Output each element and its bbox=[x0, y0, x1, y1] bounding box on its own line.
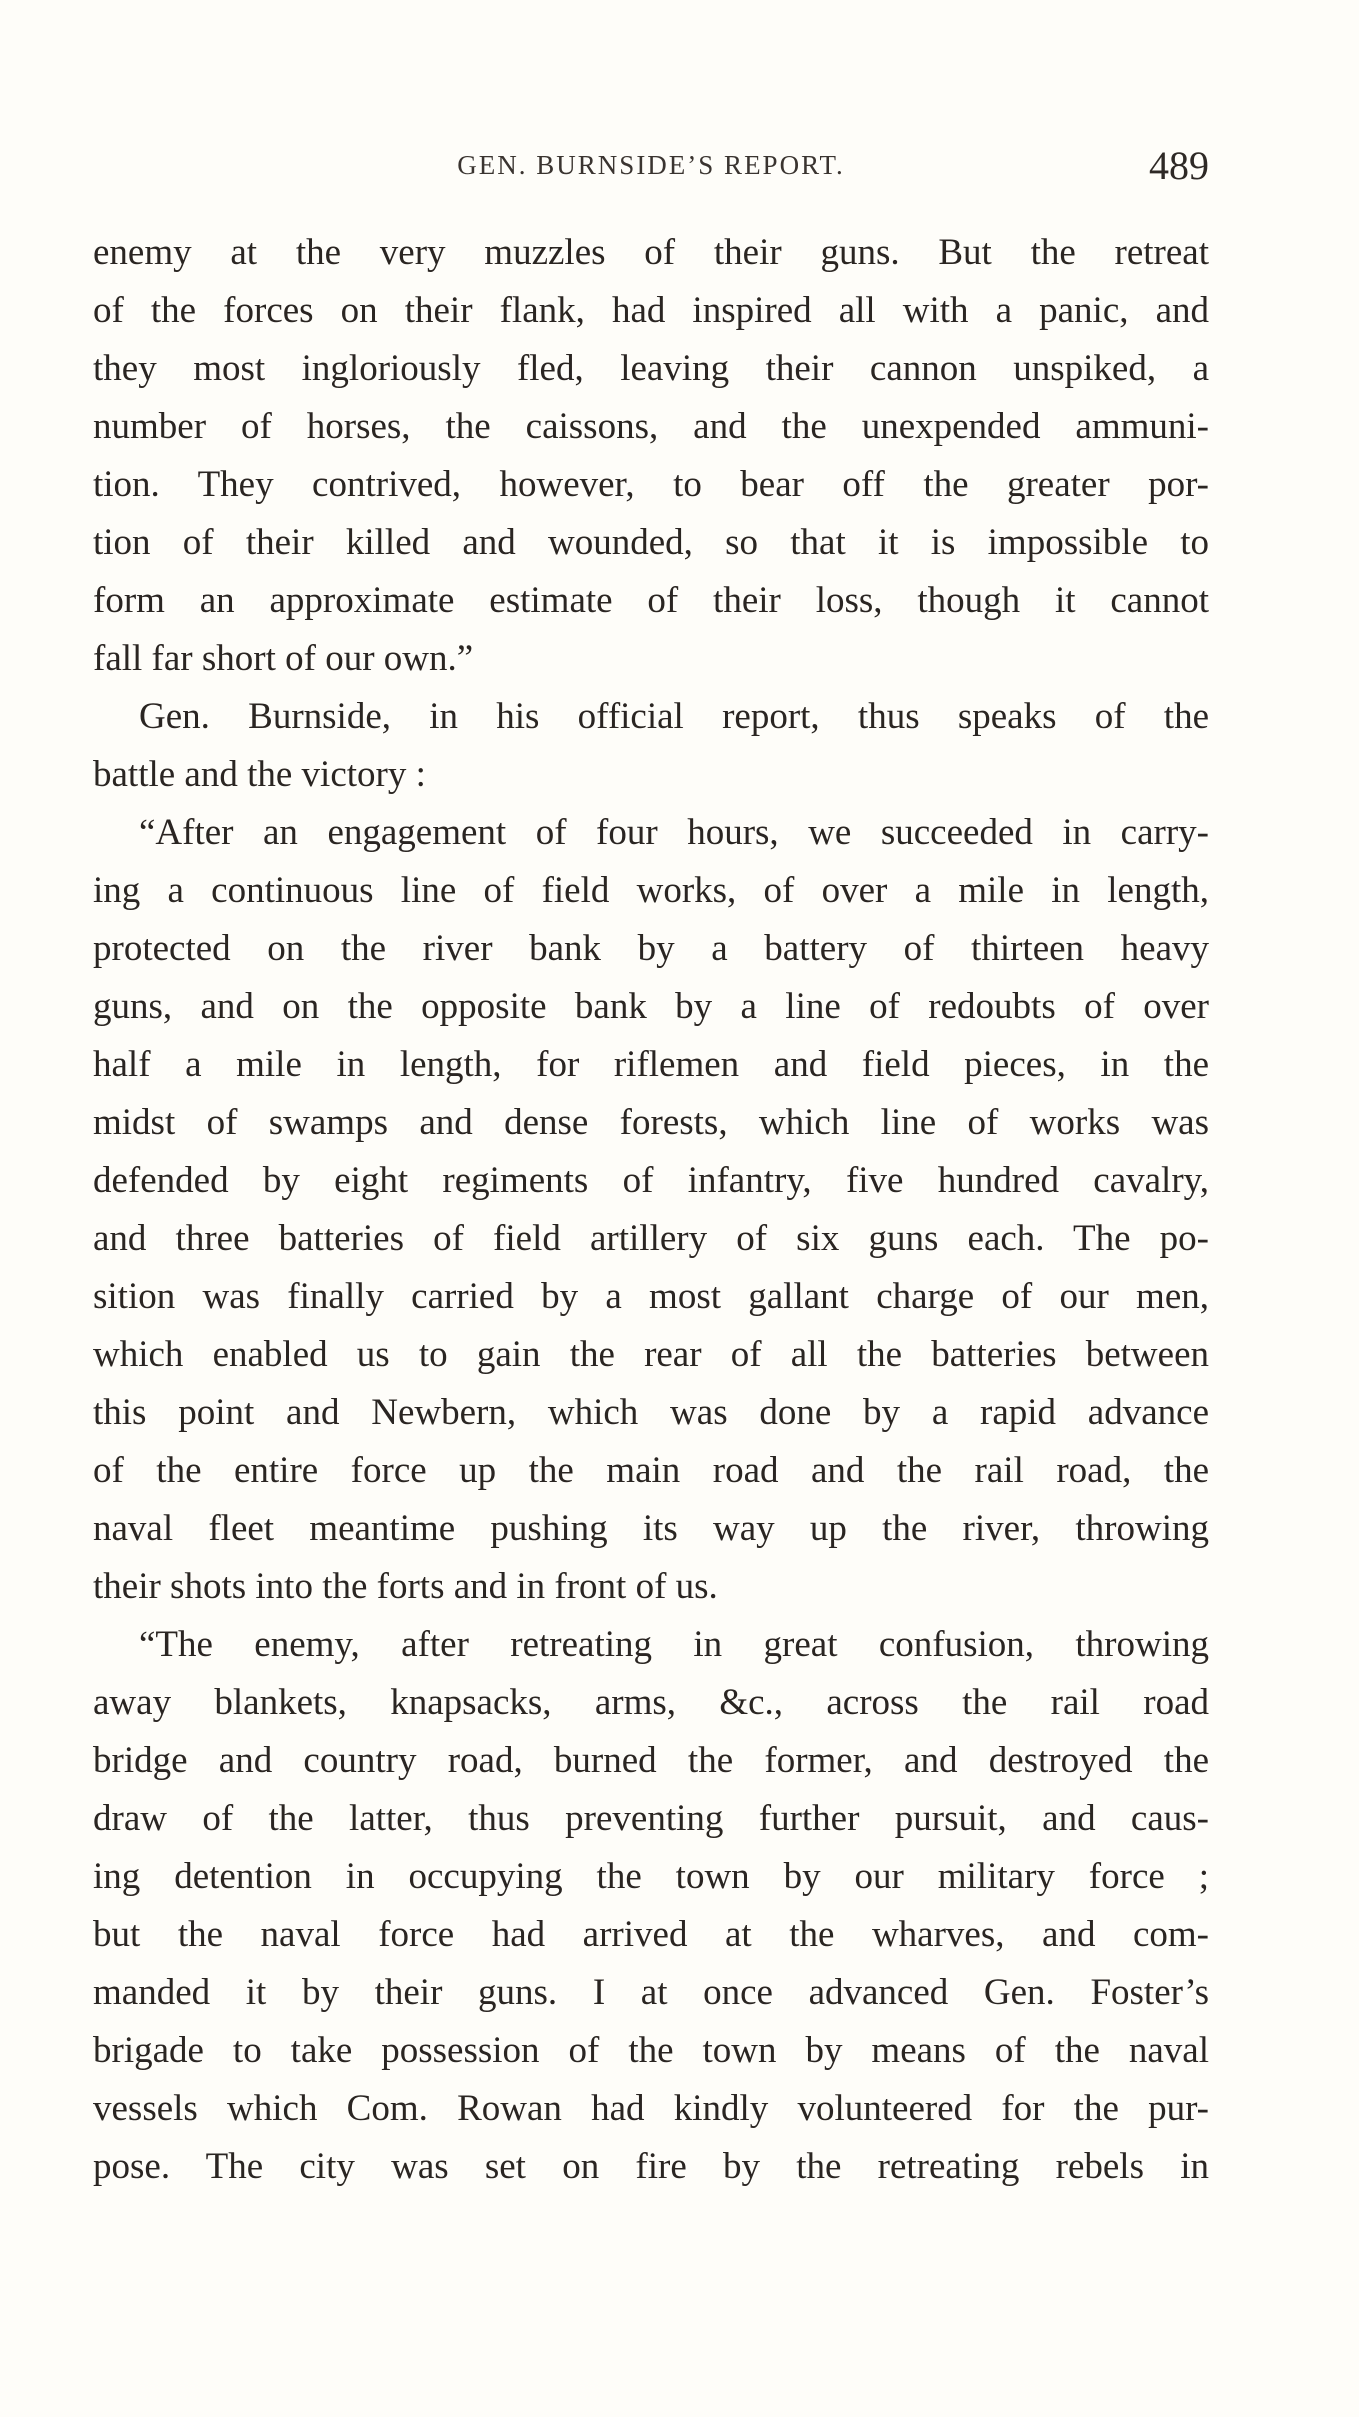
text-line: form an approximate estimate of their loss, though it cannot bbox=[93, 580, 1209, 621]
text-line: ing a continuous line of field works, of over a mile in length, bbox=[93, 870, 1209, 911]
text-line: ing detention in occupying the town by our military force ; bbox=[93, 1856, 1209, 1897]
text-line: enemy at the very muzzles of their guns. But the retreat bbox=[93, 232, 1209, 273]
text-line: “After an engagement of four hours, we succeeded in carry- bbox=[139, 812, 1209, 853]
text-line: manded it by their guns. I at once advanced Gen. Foster’s bbox=[93, 1972, 1209, 2013]
running-title: GEN. BURNSIDE’S REPORT. bbox=[457, 150, 845, 180]
text-line: guns, and on the opposite bank by a line of redoubts of over bbox=[93, 986, 1209, 1027]
text-line: number of horses, the caissons, and the unexpended ammuni- bbox=[93, 406, 1209, 447]
text-line: of the entire force up the main road and the rail road, the bbox=[93, 1450, 1209, 1491]
text-line: brigade to take possession of the town by means of the naval bbox=[93, 2030, 1209, 2071]
text-line: bridge and country road, burned the former, and destroyed the bbox=[93, 1740, 1209, 1781]
text-line: vessels which Com. Rowan had kindly volunteered for the pur- bbox=[93, 2088, 1209, 2129]
text-line: sition was finally carried by a most gallant charge of our men, bbox=[93, 1276, 1209, 1317]
text-line: Gen. Burnside, in his official report, thus speaks of the bbox=[139, 696, 1209, 737]
text-line: their shots into the forts and in front of us. bbox=[93, 1566, 718, 1607]
text-line: but the naval force had arrived at the wharves, and com- bbox=[93, 1914, 1209, 1955]
text-line: of the forces on their flank, had inspired all with a panic, and bbox=[93, 290, 1209, 331]
text-line: midst of swamps and dense forests, which line of works was bbox=[93, 1102, 1209, 1143]
text-line: away blankets, knapsacks, arms, &c., across the rail road bbox=[93, 1682, 1209, 1723]
page-number: 489 bbox=[1149, 143, 1209, 188]
text-line: defended by eight regiments of infantry, five hundred cavalry, bbox=[93, 1160, 1209, 1201]
text-line: tion. They contrived, however, to bear off the greater por- bbox=[93, 464, 1209, 505]
body-text bbox=[93, 224, 1209, 2196]
text-line: half a mile in length, for riflemen and field pieces, in the bbox=[93, 1044, 1209, 1085]
text-line: pose. The city was set on fire by the retreating rebels in bbox=[93, 2146, 1209, 2187]
text-line: “The enemy, after retreating in great confusion, throwing bbox=[139, 1624, 1209, 1665]
text-line: naval fleet meantime pushing its way up the river, throwing bbox=[93, 1508, 1209, 1549]
text-line: draw of the latter, thus preventing further pursuit, and caus- bbox=[93, 1798, 1209, 1839]
text-line: they most ingloriously fled, leaving their cannon unspiked, a bbox=[93, 348, 1209, 389]
text-line: fall far short of our own.” bbox=[93, 638, 474, 679]
text-line: tion of their killed and wounded, so that it is impossible to bbox=[93, 522, 1209, 563]
text-line: which enabled us to gain the rear of all the batteries between bbox=[93, 1334, 1209, 1375]
page-header bbox=[93, 142, 1209, 192]
text-line: battle and the victory : bbox=[93, 754, 426, 795]
text-line: protected on the river bank by a battery of thirteen heavy bbox=[93, 928, 1209, 969]
text-line: and three batteries of field artillery of six guns each. The po- bbox=[93, 1218, 1209, 1259]
text-line: this point and Newbern, which was done by a rapid advance bbox=[93, 1392, 1209, 1433]
